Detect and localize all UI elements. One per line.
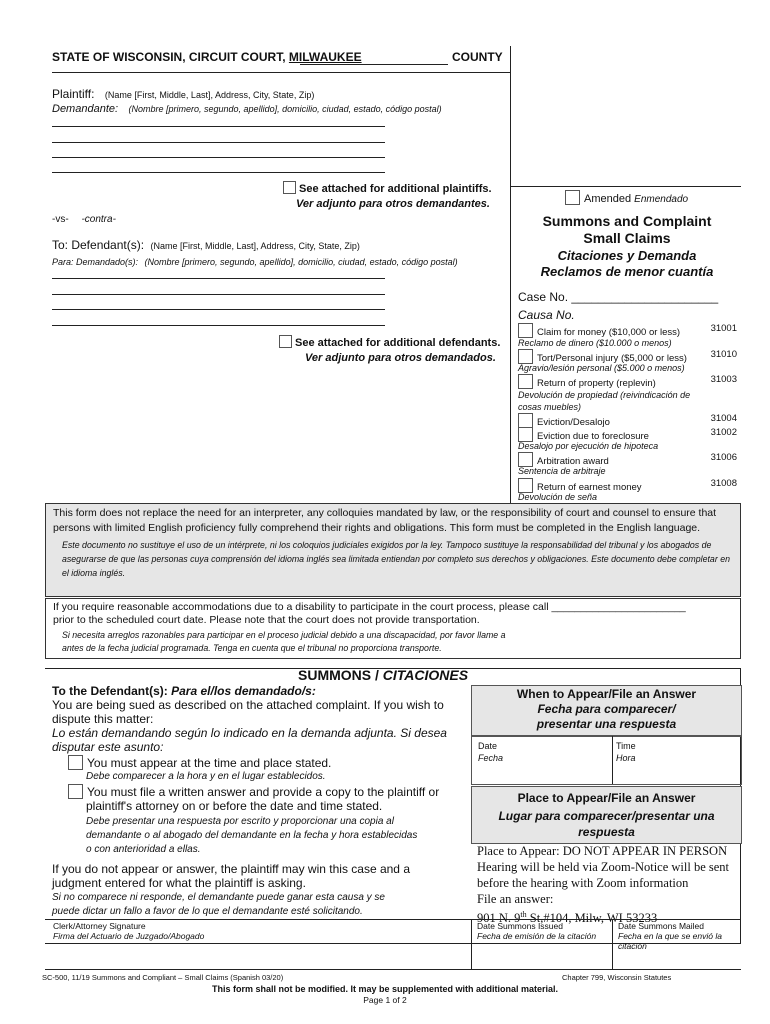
date-mailed-es-1: Fecha en la que se envió la (618, 931, 722, 941)
plaintiff-label-es-row (52, 99, 442, 117)
place-box-header (471, 786, 742, 844)
case-number-field[interactable]: Case No. ______________________ (518, 290, 719, 304)
claim-row-property (518, 374, 740, 389)
claim-foreclosure-checkbox[interactable] (518, 427, 533, 442)
no-appear-warning (52, 862, 410, 890)
option-answer (68, 784, 439, 813)
claim-label: Return of property (replevin) (537, 378, 656, 389)
time-label-es: Hora (616, 753, 636, 763)
option-answer-label-1: You must file a written answer and provide a copy to the plaintiff or (87, 785, 440, 799)
plaintiff-hint: (Name [First, Middle, Last], Address, City, State, Zip) (104, 90, 315, 100)
claim-label: Claim for money ($10,000 or less) (537, 327, 681, 338)
when-title-es-2: presentar una respuesta (536, 717, 677, 731)
option-appear-es: Debe comparecer a la hora y en el lugar establecidos. (86, 771, 326, 782)
plaintiff-label-es: Demandante: (52, 103, 119, 115)
claim-row-earnest (518, 478, 740, 493)
sig-divider-2 (612, 919, 613, 969)
header-rule (52, 72, 511, 73)
sued-es-line-1: Lo están demandando según lo indicado en la demanda adjunta. Si desea (52, 726, 447, 740)
court-prefix: STATE OF WISCONSIN, CIRCUIT COURT, (52, 50, 286, 64)
interpreter-notice (45, 503, 741, 597)
claim-es: Desalojo por ejecución de hipoteca (518, 441, 659, 451)
defendant-line-1[interactable] (52, 278, 385, 279)
amended-label: Amended (584, 193, 632, 205)
claim-label: Eviction due to foreclosure (537, 431, 649, 442)
place-title: Place to Appear/File an Answer (517, 791, 696, 805)
when-box-header (471, 685, 742, 737)
date-issued-es: Fecha de emisión de la citación (477, 931, 597, 941)
vertical-divider (510, 46, 511, 504)
place-address: th (520, 910, 527, 919)
no-appear-warning-es (52, 891, 385, 919)
when-title-es-1: Fecha para comparecer/ (537, 702, 676, 716)
page-number: Page 1 of 2 (363, 995, 407, 1005)
claim-row-tort (518, 349, 740, 364)
place-line-2: Hearing will be held via Zoom-Notice will be sent (477, 860, 730, 874)
option-answer-es-3: o con anterioridad a ellas. (86, 844, 201, 855)
place-details[interactable] (477, 843, 740, 926)
place-line-3: before the hearing with Zoom information (477, 876, 689, 890)
court-header (52, 50, 362, 64)
claim-arbitration-checkbox[interactable] (518, 452, 533, 467)
clerk-signature-es: Firma del Actuario de Juzgado/Abogado (53, 931, 205, 941)
plaintiff-hint-es: (Nombre [primero, segundo, apellido], domicilio, ciudad, estado, código postal) (128, 104, 442, 114)
form-id: SC-500, 11/19 Summons and Compliant – Small Claims (Spanish 03/20) (42, 973, 284, 982)
modification-notice: This form shall not be modified. It may be supplemented with additional material. (211, 984, 559, 994)
defendant-label-es-row (52, 252, 458, 270)
statutes: Chapter 799, Wisconsin Statutes (562, 973, 672, 982)
signature-rule (45, 919, 741, 920)
claim-row-arbitration (518, 452, 740, 467)
claim-code: 31004 (710, 413, 737, 424)
place-title-es-2: respuesta (578, 825, 635, 839)
plaintiff-attached-checkbox[interactable] (283, 181, 296, 194)
defendant-attached-es: Ver adjunto para otros demandados. (305, 352, 496, 364)
plaintiff-line-1[interactable] (52, 126, 385, 127)
time-label: Time (616, 741, 636, 751)
when-box-fields (471, 735, 742, 785)
claim-eviction-checkbox[interactable] (518, 413, 533, 428)
accommodation-en-2: prior to the scheduled court date. Please note that the court does not provide transportation. (53, 614, 480, 626)
time-field[interactable] (616, 740, 636, 764)
claim-row-foreclosure (518, 427, 740, 442)
amended-label-es: Enmendado (634, 194, 689, 205)
no-appear-1: If you do not appear or answer, the plaintiff may win this case and a (52, 862, 410, 876)
footer-rule (45, 969, 741, 970)
county-underline (300, 64, 448, 65)
claim-es: Sentencia de arbitraje (518, 466, 606, 476)
place-line-1: Place to Appear: DO NOT APPEAR IN PERSON (477, 844, 728, 858)
no-appear-es-2: puede dictar un fallo a favor de lo que el demandante esté solicitando. (52, 906, 363, 917)
plaintiff-line-4[interactable] (52, 172, 385, 173)
date-label-es: Fecha (478, 753, 504, 763)
amended-checkbox[interactable] (565, 190, 580, 205)
option-answer-es-1: Debe presentar una respuesta por escrito y proporcionar una copia al (86, 816, 394, 827)
claim-tort-checkbox[interactable] (518, 349, 533, 364)
vs-text: -vs- (52, 214, 69, 225)
accommodation-es-2: antes de la fecha judicial programada. Tenga en cuenta que el tribunal no proporciona transporte. (62, 643, 442, 653)
summons-body (52, 684, 472, 754)
accommodation-es-1: Si necesita arreglos razonables para participar en el proceso judicial debido a una discapacidad, por favor llame a (62, 630, 506, 640)
interpreter-notice-en: This form does not replace the need for an interpreter, any colloquies mandated by law, or the responsibility of court and counsel to ensure that persons with limited English proficiency fully comprehend their rights and obligations. This form must be completed in the English language. (53, 507, 717, 534)
defendant-attached-checkbox[interactable] (279, 335, 292, 348)
defendant-attached (279, 335, 500, 349)
no-appear-2: judgment entered for what the plaintiff is asking. (52, 876, 306, 890)
accommodation-notice (45, 598, 741, 659)
summons-title-en: SUMMONS / (298, 667, 379, 683)
option-answer-es (86, 815, 417, 857)
date-label: Date (478, 741, 498, 751)
claim-es: Devolución de propiedad (reivindicación de cosas muebles) (518, 390, 691, 412)
sued-es-line-2: disputar este asunto: (52, 740, 164, 754)
county-label: COUNTY (452, 50, 503, 64)
form-title-2: Small Claims (583, 230, 671, 246)
claim-label: Tort/Personal injury ($5,000 or less) (537, 353, 687, 364)
defendant-label: To: Defendant(s): (52, 238, 145, 252)
defendant-line-3[interactable] (52, 309, 385, 310)
claim-code: 31010 (710, 349, 737, 360)
date-issued-label: Date Summons Issued (477, 921, 563, 931)
versus-row (52, 214, 116, 225)
claim-es: Agravio/lesión personal ($5.000 o menos) (518, 363, 685, 373)
when-divider (612, 736, 613, 784)
form-title-es-1: Citaciones y Demanda (557, 248, 697, 263)
to-defendant-es: Para el/los demandado/s: (171, 684, 316, 698)
plaintiff-label: Plaintiff: (52, 87, 95, 101)
sued-line-2: dispute this matter: (52, 712, 154, 726)
date-mailed-es-2: citación (618, 941, 647, 951)
sig-divider-1 (471, 919, 472, 969)
defendant-hint: (Name [First, Middle, Last], Address, City, State, Zip) (150, 241, 360, 251)
place-line-4: File an answer: (477, 892, 554, 906)
date-issued-field[interactable] (477, 921, 596, 941)
claim-label: Arbitration award (537, 456, 609, 467)
clerk-signature-label: Clerk/Attorney Signature (53, 921, 146, 931)
date-field[interactable] (478, 740, 503, 764)
form-title-1: Summons and Complaint (542, 213, 712, 229)
defendant-line-4[interactable] (52, 325, 385, 326)
option-appear-checkbox[interactable] (68, 755, 83, 770)
form-title-es-2: Reclamos de menor cuantía (540, 264, 714, 279)
claim-code: 31001 (710, 323, 737, 334)
plaintiff-attached-label: See attached for additional plaintiffs. (299, 183, 492, 195)
option-answer-checkbox[interactable] (68, 784, 83, 799)
defendant-hint-es: (Nombre [primero, segundo, apellido], domicilio, ciudad, estado, código postal) (144, 257, 458, 267)
claim-row-eviction (518, 413, 740, 428)
option-appear-label: You must appear at the time and place stated. (87, 756, 332, 770)
right-panel-rule (511, 186, 741, 187)
claim-label: Return of earnest money (537, 482, 642, 493)
date-mailed-label: Date Summons Mailed (618, 921, 704, 931)
plaintiff-attached (283, 181, 492, 195)
claim-es: Devolución de seña (518, 492, 598, 502)
no-appear-es-1: Si no comparece ni responde, el demandante puede ganar esta causa y se (52, 892, 385, 903)
summons-title (298, 667, 468, 683)
option-answer-es-2: demandante o al abogado del demandante en la fecha y hora establecidas (86, 830, 418, 841)
date-mailed-field[interactable] (618, 921, 722, 951)
amended-row (565, 190, 688, 205)
option-answer-label-2: plaintiff's attorney on or before the date and time stated. (86, 799, 383, 813)
clerk-signature-field[interactable] (53, 921, 204, 941)
plaintiff-line-2[interactable] (52, 142, 385, 143)
plaintiff-line-3[interactable] (52, 157, 385, 158)
claim-code: 31008 (710, 478, 737, 489)
claim-code: 31003 (710, 374, 737, 385)
form-title (513, 213, 741, 247)
when-title: When to Appear/File an Answer (516, 687, 697, 701)
claim-earnest-checkbox[interactable] (518, 478, 533, 493)
interpreter-notice-es: Este documento no sustituye el uso de un intérprete, ni los coloquios judiciales exigidos por la ley. Tampoco sustituye la responsabilidad del tribunal y los abogados de asegurarse de que las personas cuya comprensión del idioma inglés sea limitada entiendan por completo sus derechos y obligaciones. Este documento debe completar en el idioma inglés. (62, 540, 730, 578)
summons-title-es: CITACIONES (382, 667, 469, 683)
accommodation-en-1: If you require reasonable accommodations due to a disability to participate in the court process, please call _______________________ (53, 601, 686, 613)
claim-es: Reclamo de dinero ($10.000 o menos) (518, 338, 672, 348)
place-title-es-1: Lugar para comparecer/presentar una (498, 809, 715, 823)
defendant-label-es: Para: Demandado(s): (52, 257, 139, 267)
defendant-attached-label: See attached for additional defendants. (295, 337, 501, 349)
option-appear (68, 755, 331, 770)
claim-label: Eviction/Desalojo (537, 417, 610, 428)
county-name[interactable]: MILWAUKEE (288, 50, 362, 64)
claim-property-checkbox[interactable] (518, 374, 533, 389)
plaintiff-attached-es: Ver adjunto para otros demandantes. (296, 198, 490, 210)
contra-text: -contra- (81, 214, 116, 225)
to-defendant: To the Defendant(s): (52, 684, 168, 698)
claim-money-checkbox[interactable] (518, 323, 533, 338)
sued-line-1: You are being sued as described on the attached complaint. If you wish to (52, 698, 444, 712)
claim-code: 31002 (710, 427, 737, 438)
claim-code: 31006 (710, 452, 737, 463)
form-title-es (513, 248, 741, 280)
defendant-line-2[interactable] (52, 294, 385, 295)
case-number-es: Causa No. (518, 308, 575, 322)
claim-row-money (518, 323, 740, 338)
